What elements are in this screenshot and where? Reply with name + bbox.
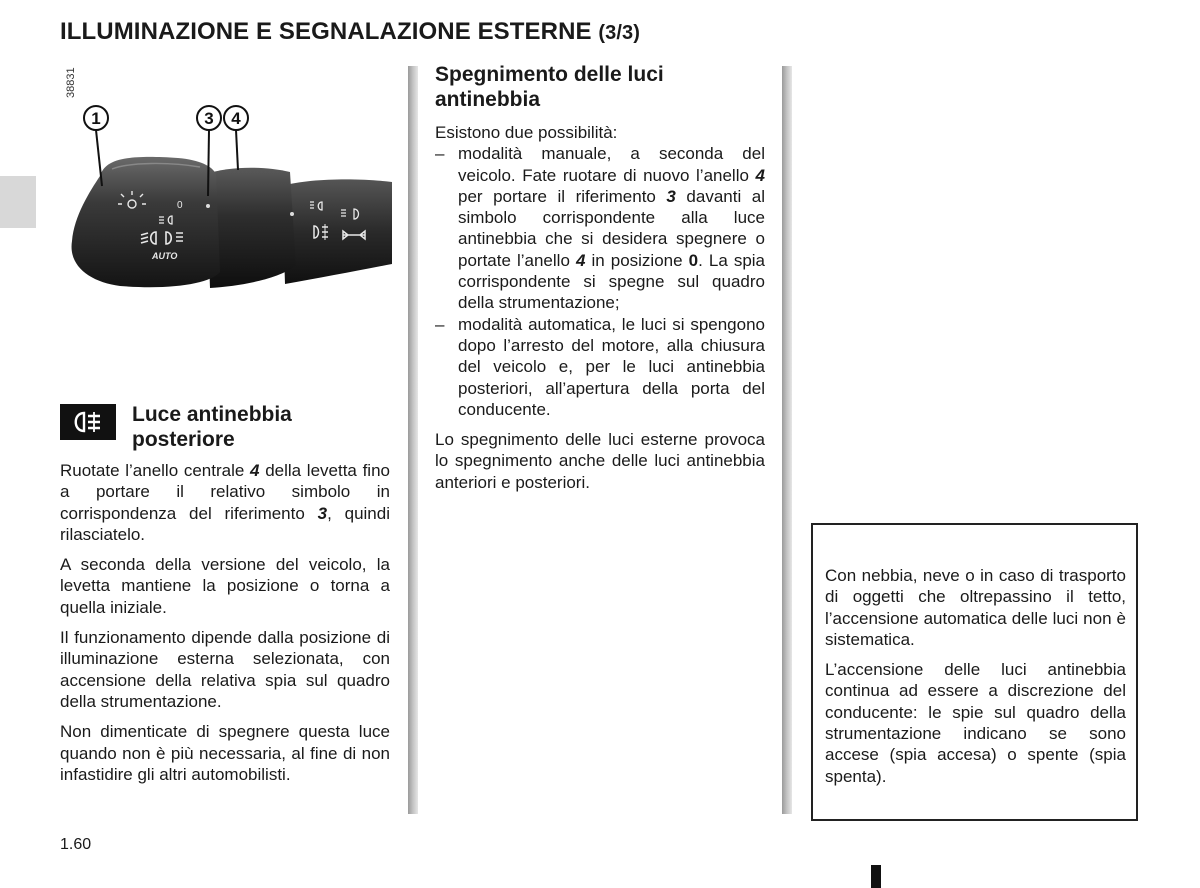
list-dash: – [435, 144, 445, 164]
list-item [435, 314, 765, 420]
list-item-text: modalità manuale, a seconda del veicolo. Fate ruotare di nuovo l’anello 4 per portare il riferimento 3 davanti al simbolo corrispondente alla luce antinebbia che si desidera spegnere o portate l’anello 4 in posizione 0. La spia corrispondente si spegne sul quadro della strumentazione; [458, 144, 766, 313]
list-item [435, 143, 765, 313]
note-content [825, 565, 1126, 787]
fog-off-closing: Lo spegnimento delle luci esterne provoca lo spegnimento anche delle luci antinebbia anteriori e posteriori. [435, 430, 765, 492]
ring-zero-mark: 0 [177, 200, 183, 211]
auto-mark: AUTO [152, 251, 178, 261]
rear-fog-paragraph: Ruotate l’anello centrale 4 della levetta fino a portare il relativo simbolo in corrispondenza del riferimento 3, quindi rilasciatelo. [60, 461, 390, 544]
print-mark [871, 865, 881, 888]
rear-fog-title: Luce antinebbia posteriore [132, 403, 292, 451]
rear-fog-paragraph: Non dimenticate di spegnere questa luce quando non è più necessaria, al fine di non infastidire gli altri automobilisti. [60, 722, 390, 784]
note-box [811, 523, 1138, 821]
rear-fog-paragraph: A seconda della versione del veicolo, la levetta mantiene la posizione o torna a quella iniziale. [60, 555, 390, 617]
chapter-tab [0, 176, 36, 228]
stalk-illustration [60, 66, 392, 360]
page-title [60, 18, 640, 46]
reference-mark-3 [206, 204, 210, 208]
page-number: 1.60 [60, 836, 92, 853]
note-paragraph: Con nebbia, neve o in caso di trasporto di oggetti che oltrepassino il tetto, l’accensione automatica delle luci non è sistematica. [825, 566, 1126, 649]
rear-fog-paragraph: Il funzionamento dipende dalla posizione di illuminazione esterna selezionata, con accensione della relativa spia sul quadro della strumentazione. [60, 628, 390, 711]
page-title-part: (3/3) [598, 22, 641, 44]
note-paragraph: L’accensione delle luci antinebbia continua ad essere a discrezione del conducente: le spie sul quadro della strumentazione indicano se sono accese (spia accesa) o spente (spia spenta). [825, 660, 1126, 786]
column-rule-right [782, 66, 792, 814]
stalk-drawing [60, 66, 392, 360]
stalk-arm [282, 179, 392, 284]
page-title-text: ILLUMINAZIONE E SEGNALAZIONE ESTERNE [60, 18, 592, 45]
rear-fog-light-icon [60, 404, 116, 440]
fog-off-body [435, 122, 765, 493]
rear-fog-heading [60, 400, 390, 456]
callout-4-label: 4 [231, 109, 241, 128]
column-rule-left [408, 66, 418, 814]
rear-fog-body [60, 460, 390, 785]
list-item-text: modalità automatica, le luci si spengono dopo l’arresto del motore, alla chiusura del veicolo e, per le luci antinebbia posteriori, all’apertura della porta del conducente. [458, 314, 765, 419]
figure-id-code: 38831 [65, 67, 77, 98]
list-dash: – [435, 314, 445, 334]
knob-1 [72, 157, 220, 287]
fog-off-options [435, 143, 765, 420]
fog-off-intro: Esistono due possibilità: [435, 123, 618, 142]
callout-3-label: 3 [204, 109, 214, 128]
fog-off-title: Spegnimento delle luci antinebbia [435, 63, 664, 111]
arm-dot [290, 212, 294, 216]
callout-1-label: 1 [91, 109, 101, 128]
